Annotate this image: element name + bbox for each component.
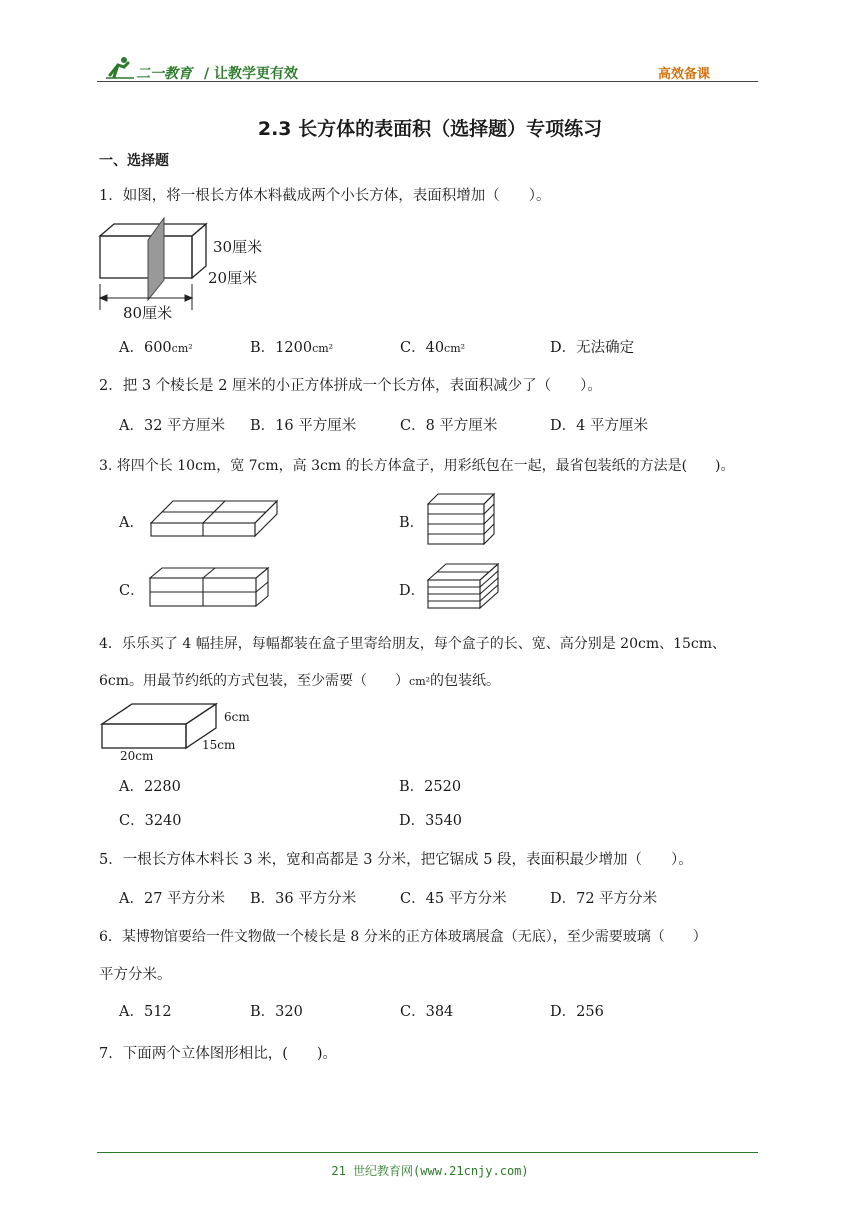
- q5-option-a[interactable]: A．27 平方分米: [119, 891, 226, 907]
- q2-option-a[interactable]: A．32 平方厘米: [119, 418, 226, 434]
- q4-option-c[interactable]: C．3240: [119, 813, 182, 829]
- q6-option-c[interactable]: C．384: [400, 1004, 454, 1020]
- question-5-text: 5．一根长方体木料长 3 米，宽和高都是 3 分米，把它锯成 5 段，表面积最少增加（ ）。: [99, 852, 693, 868]
- q2-option-c[interactable]: C．8 平方厘米: [400, 418, 498, 434]
- q3-option-a[interactable]: A．: [119, 515, 144, 531]
- q3-figure-a-flat-2x2: [149, 499, 279, 539]
- q1-option-b[interactable]: B．1200cm²: [250, 340, 334, 356]
- q5-option-d[interactable]: D．72 平方分米: [550, 891, 658, 907]
- logo-icon: [104, 55, 136, 79]
- q5-option-b[interactable]: B．36 平方分米: [250, 891, 357, 907]
- q1-option-c[interactable]: C．40cm²: [400, 340, 466, 356]
- q2-option-b[interactable]: B．16 平方厘米: [250, 418, 357, 434]
- question-3-text: 3. 将四个长 10cm，宽 7cm，高 3cm 的长方体盒子，用彩纸包在一起，最省包装纸的方法是( )。: [99, 458, 735, 474]
- q4-option-d[interactable]: D．3540: [399, 813, 463, 829]
- footer-text: 21 世纪教育网(www.21cnjy.com): [331, 1164, 529, 1178]
- q6-option-d[interactable]: D．256: [550, 1004, 604, 1020]
- footer-divider: [97, 1152, 758, 1153]
- q1-label-length: 80厘米: [123, 304, 173, 322]
- q5-option-c[interactable]: C．45 平方分米: [400, 891, 507, 907]
- q4-label-length: 20cm: [120, 749, 154, 763]
- q4-label-width: 15cm: [202, 738, 236, 752]
- q2-option-d[interactable]: D．4 平方厘米: [550, 418, 648, 434]
- header-divider: [97, 81, 758, 82]
- q4-option-a[interactable]: A．2280: [119, 779, 181, 795]
- question-6-text-line1: 6．某博物馆要给一件文物做一个棱长是 8 分米的正方体玻璃展盒（无底），至少需要玻璃（ ）: [99, 929, 707, 945]
- question-4-text-line1: 4．乐乐买了 4 幅挂屏，每幅都装在盒子里寄给朋友，每个盒子的长、宽、高分别是 20cm、15cm、: [99, 636, 727, 652]
- q1-label-width: 20厘米: [208, 269, 258, 287]
- q1-option-d[interactable]: D．无法确定: [550, 340, 635, 356]
- question-4-text-line2: 6cm。用最节约纸的方式包装，至少需要（ ）cm²的包装纸。: [99, 673, 501, 689]
- q1-label-height: 30厘米: [213, 238, 263, 256]
- question-7-text: 7．下面两个立体图形相比，( )。: [99, 1046, 338, 1062]
- question-6-text-line2: 平方分米。: [99, 967, 172, 983]
- q6-option-a[interactable]: A．512: [119, 1004, 172, 1020]
- q4-option-b[interactable]: B．2520: [399, 779, 462, 795]
- q6-option-b[interactable]: B．320: [250, 1004, 303, 1020]
- question-2-text: 2．把 3 个棱长是 2 厘米的小正方体拼成一个长方体，表面积减少了（ ）。: [99, 378, 602, 394]
- page-title: 2.3 长方体的表面积（选择题）专项练习: [257, 118, 603, 140]
- section-heading: 一、选择题: [99, 153, 169, 169]
- header-badge: 高效备课: [658, 67, 711, 82]
- q3-figure-c-2x2-upright: [148, 566, 270, 610]
- q3-option-b[interactable]: B．: [399, 515, 425, 531]
- q3-option-c[interactable]: C．: [119, 583, 145, 599]
- logo-text: 二一教育: [136, 66, 192, 82]
- q3-figure-d-stack-4-wide: [426, 562, 502, 612]
- q4-label-height: 6cm: [224, 710, 250, 724]
- q3-figure-b-stack-4: [426, 492, 498, 548]
- q3-option-d[interactable]: D．: [399, 583, 426, 599]
- question-1-text: 1．如图，将一根长方体木料截成两个小长方体，表面积增加（ ）。: [99, 188, 551, 204]
- q1-option-a[interactable]: A．600cm²: [119, 340, 193, 356]
- slogan: / 让教学更有效: [204, 66, 298, 82]
